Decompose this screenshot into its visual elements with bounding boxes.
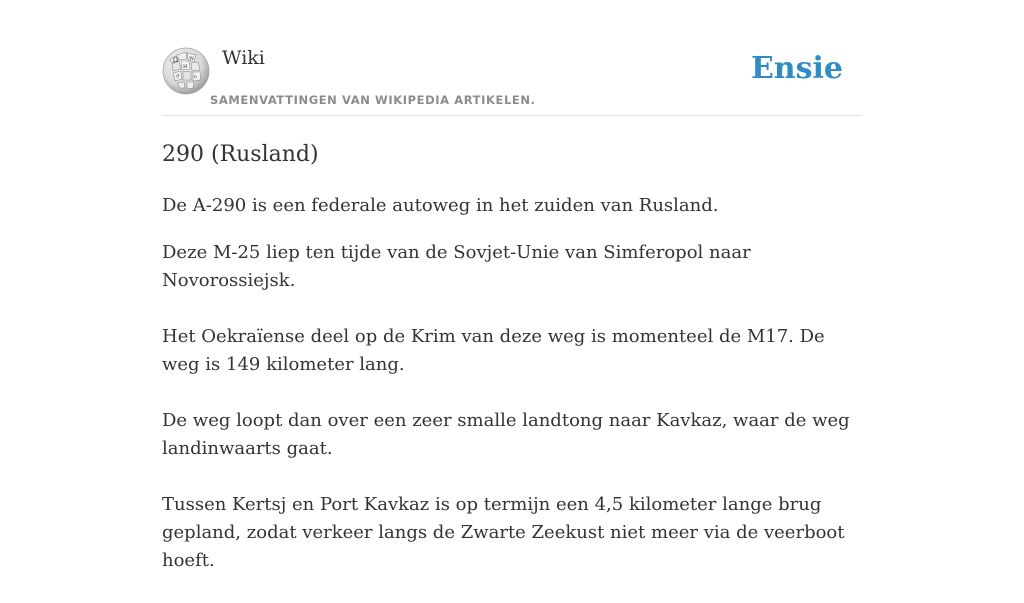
wikipedia-globe-icon[interactable] xyxy=(162,47,210,95)
ensie-brand-link[interactable]: Ensie xyxy=(750,51,843,86)
article-paragraph: Tussen Kertsj en Port Kavkaz is op termijn een 4,5 kilometer lange brug gepland, zodat verkeer langs de Zwarte Zeekust niet meer via de veerboot hoeft. xyxy=(162,494,845,571)
page-container xyxy=(162,0,862,571)
article-lead: De A-290 is een federale autoweg in het zuiden van Rusland. xyxy=(162,195,719,216)
site-tagline: SAMENVATTINGEN VAN WIKIPEDIA ARTIKELEN. xyxy=(210,93,536,107)
site-title[interactable]: Wiki xyxy=(222,47,265,69)
site-header xyxy=(162,0,862,116)
article-paragraph: De weg loopt dan over een zeer smalle landtong naar Kavkaz, waar de weg landinwaarts gaat. xyxy=(162,410,850,459)
article-paragraph: Het Oekraïense deel op de Krim van deze weg is momenteel de M17. De weg is 149 kilometer lang. xyxy=(162,326,825,375)
article-paragraph: Deze M-25 liep ten tijde van de Sovjet-Unie van Simferopol naar Novorossiejsk. xyxy=(162,242,751,291)
svg-text:ი: ი xyxy=(194,74,197,80)
svg-text:W: W xyxy=(189,56,195,62)
article-title: 290 (Rusland) xyxy=(162,142,319,167)
svg-text:ウ: ウ xyxy=(175,74,181,80)
svg-text:Ω: Ω xyxy=(173,57,178,64)
svg-text:И: И xyxy=(183,64,188,70)
article-content xyxy=(162,192,862,603)
